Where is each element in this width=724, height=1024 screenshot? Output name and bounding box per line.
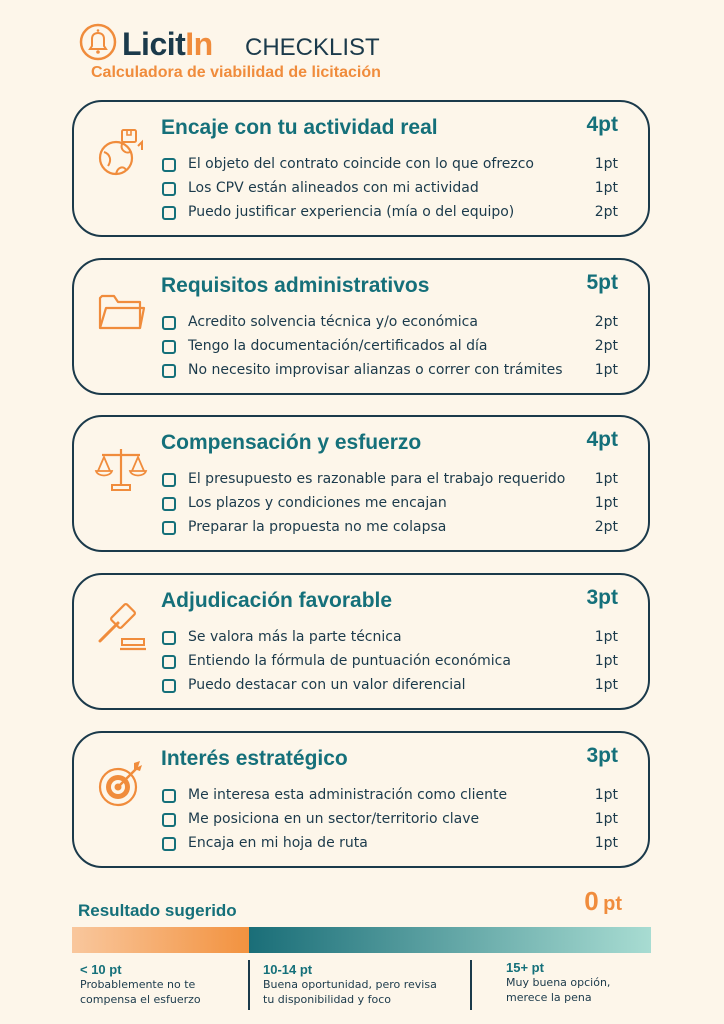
- checkbox[interactable]: [162, 182, 176, 196]
- globe-box-icon: [94, 126, 148, 180]
- section-title: Interés estratégico: [161, 747, 348, 770]
- checkbox[interactable]: [162, 679, 176, 693]
- checkbox[interactable]: [162, 837, 176, 851]
- checkbox[interactable]: [162, 497, 176, 511]
- section-total-points: 4pt: [586, 428, 618, 451]
- item-label: Puedo justificar experiencia (mía o del equipo): [188, 204, 515, 220]
- checkbox[interactable]: [162, 316, 176, 330]
- scale-segment-high: [249, 927, 651, 953]
- section-card-compensacion: [72, 415, 650, 552]
- checklist-item[interactable]: [162, 360, 632, 384]
- result-score: [584, 886, 622, 917]
- checkbox[interactable]: [162, 631, 176, 645]
- legend-range: 15+ pt: [506, 960, 544, 975]
- checklist-item[interactable]: [162, 785, 632, 809]
- checklist-item[interactable]: [162, 675, 632, 699]
- checklist-item[interactable]: [162, 154, 632, 178]
- checklist-item[interactable]: [162, 517, 632, 541]
- result-scale-bar: [72, 927, 651, 953]
- item-label: No necesito improvisar alianzas o correr con trámites: [188, 362, 563, 378]
- checkbox[interactable]: [162, 340, 176, 354]
- page-subtitle: Calculadora de viabilidad de licitación: [91, 64, 381, 81]
- item-label: Acredito solvencia técnica y/o económica: [188, 314, 478, 330]
- checklist-item[interactable]: [162, 336, 632, 360]
- checklist-item[interactable]: [162, 178, 632, 202]
- item-points: 2pt: [594, 314, 618, 330]
- item-label: Puedo destacar con un valor diferencial: [188, 677, 466, 693]
- brand-logo: LicitIn: [122, 26, 213, 62]
- legend-divider: [248, 960, 250, 1010]
- checkbox[interactable]: [162, 789, 176, 803]
- item-points: 1pt: [594, 629, 618, 645]
- scale-icon: [94, 441, 148, 495]
- section-title: Encaje con tu actividad real: [161, 116, 438, 139]
- checkbox[interactable]: [162, 473, 176, 487]
- item-label: Preparar la propuesta no me colapsa: [188, 519, 447, 535]
- section-total-points: 3pt: [586, 586, 618, 609]
- item-points: 2pt: [594, 204, 618, 220]
- checkbox[interactable]: [162, 206, 176, 220]
- section-title: Adjudicación favorable: [161, 589, 393, 612]
- item-points: 1pt: [594, 677, 618, 693]
- item-label: Los plazos y condiciones me encajan: [188, 495, 447, 511]
- item-label: El objeto del contrato coincide con lo que ofrezco: [188, 156, 534, 172]
- item-label: Me posiciona en un sector/territorio clave: [188, 811, 480, 827]
- item-points: 1pt: [594, 180, 618, 196]
- item-label: Encaja en mi hoja de ruta: [188, 835, 368, 851]
- item-label: Me interesa esta administración como cliente: [188, 787, 508, 803]
- section-card-encaje: [72, 100, 650, 237]
- item-points: 1pt: [594, 811, 618, 827]
- checklist-item[interactable]: [162, 469, 632, 493]
- item-points: 1pt: [594, 362, 618, 378]
- score-value: 0: [584, 886, 599, 916]
- checklist-item[interactable]: [162, 627, 632, 651]
- legend-range: < 10 pt: [80, 962, 122, 977]
- item-points: 1pt: [594, 787, 618, 803]
- checklist-item[interactable]: [162, 202, 632, 226]
- item-label: Los CPV están alineados con mi actividad: [188, 180, 479, 196]
- legend-desc: compensa el esfuerzo: [80, 993, 201, 1006]
- checklist-item[interactable]: [162, 833, 632, 857]
- checkbox[interactable]: [162, 364, 176, 378]
- checklist-item[interactable]: [162, 651, 632, 675]
- bell-logo-icon: [78, 22, 118, 62]
- item-label: Tengo la documentación/certificados al día: [188, 338, 488, 354]
- header: [78, 20, 498, 90]
- checkbox[interactable]: [162, 655, 176, 669]
- section-total-points: 3pt: [586, 744, 618, 767]
- checkbox[interactable]: [162, 813, 176, 827]
- score-unit: pt: [603, 893, 622, 915]
- checkbox[interactable]: [162, 158, 176, 172]
- result-title: Resultado sugerido: [78, 901, 237, 920]
- checklist-item[interactable]: [162, 809, 632, 833]
- item-points: 2pt: [594, 519, 618, 535]
- checklist-item[interactable]: [162, 312, 632, 336]
- section-card-requisitos: [72, 258, 650, 395]
- scale-segment-low: [72, 927, 249, 953]
- legend-mid: [263, 962, 437, 1007]
- item-label: Entiendo la fórmula de puntuación económica: [188, 653, 511, 669]
- gavel-icon: [94, 599, 148, 653]
- brand-subtitle: CHECKLIST: [245, 34, 380, 61]
- checklist-item[interactable]: [162, 493, 632, 517]
- folder-icon: [94, 284, 148, 338]
- legend-divider: [470, 960, 472, 1010]
- legend-range: 10-14 pt: [263, 962, 313, 977]
- item-points: 1pt: [594, 835, 618, 851]
- target-icon: [94, 757, 148, 811]
- item-label: El presupuesto es razonable para el trabajo requerido: [188, 471, 566, 487]
- section-card-interes: [72, 731, 650, 868]
- section-card-adjudicacion: [72, 573, 650, 710]
- legend-high: [506, 960, 610, 1005]
- item-points: 1pt: [594, 156, 618, 172]
- legend-desc: Probablemente no te: [80, 978, 196, 991]
- item-points: 1pt: [594, 495, 618, 511]
- section-total-points: 5pt: [586, 271, 618, 294]
- legend-desc: tu disponibilidad y foco: [263, 993, 392, 1006]
- item-points: 1pt: [594, 471, 618, 487]
- legend-desc: Muy buena opción,: [506, 976, 611, 989]
- item-label: Se valora más la parte técnica: [188, 629, 402, 645]
- legend-low: [80, 962, 201, 1007]
- checkbox[interactable]: [162, 521, 176, 535]
- section-total-points: 4pt: [586, 113, 618, 136]
- section-title: Compensación y esfuerzo: [161, 431, 422, 454]
- item-points: 2pt: [594, 338, 618, 354]
- legend-desc: merece la pena: [506, 991, 592, 1004]
- section-title: Requisitos administrativos: [161, 274, 430, 297]
- legend-desc: Buena oportunidad, pero revisa: [263, 978, 437, 991]
- item-points: 1pt: [594, 653, 618, 669]
